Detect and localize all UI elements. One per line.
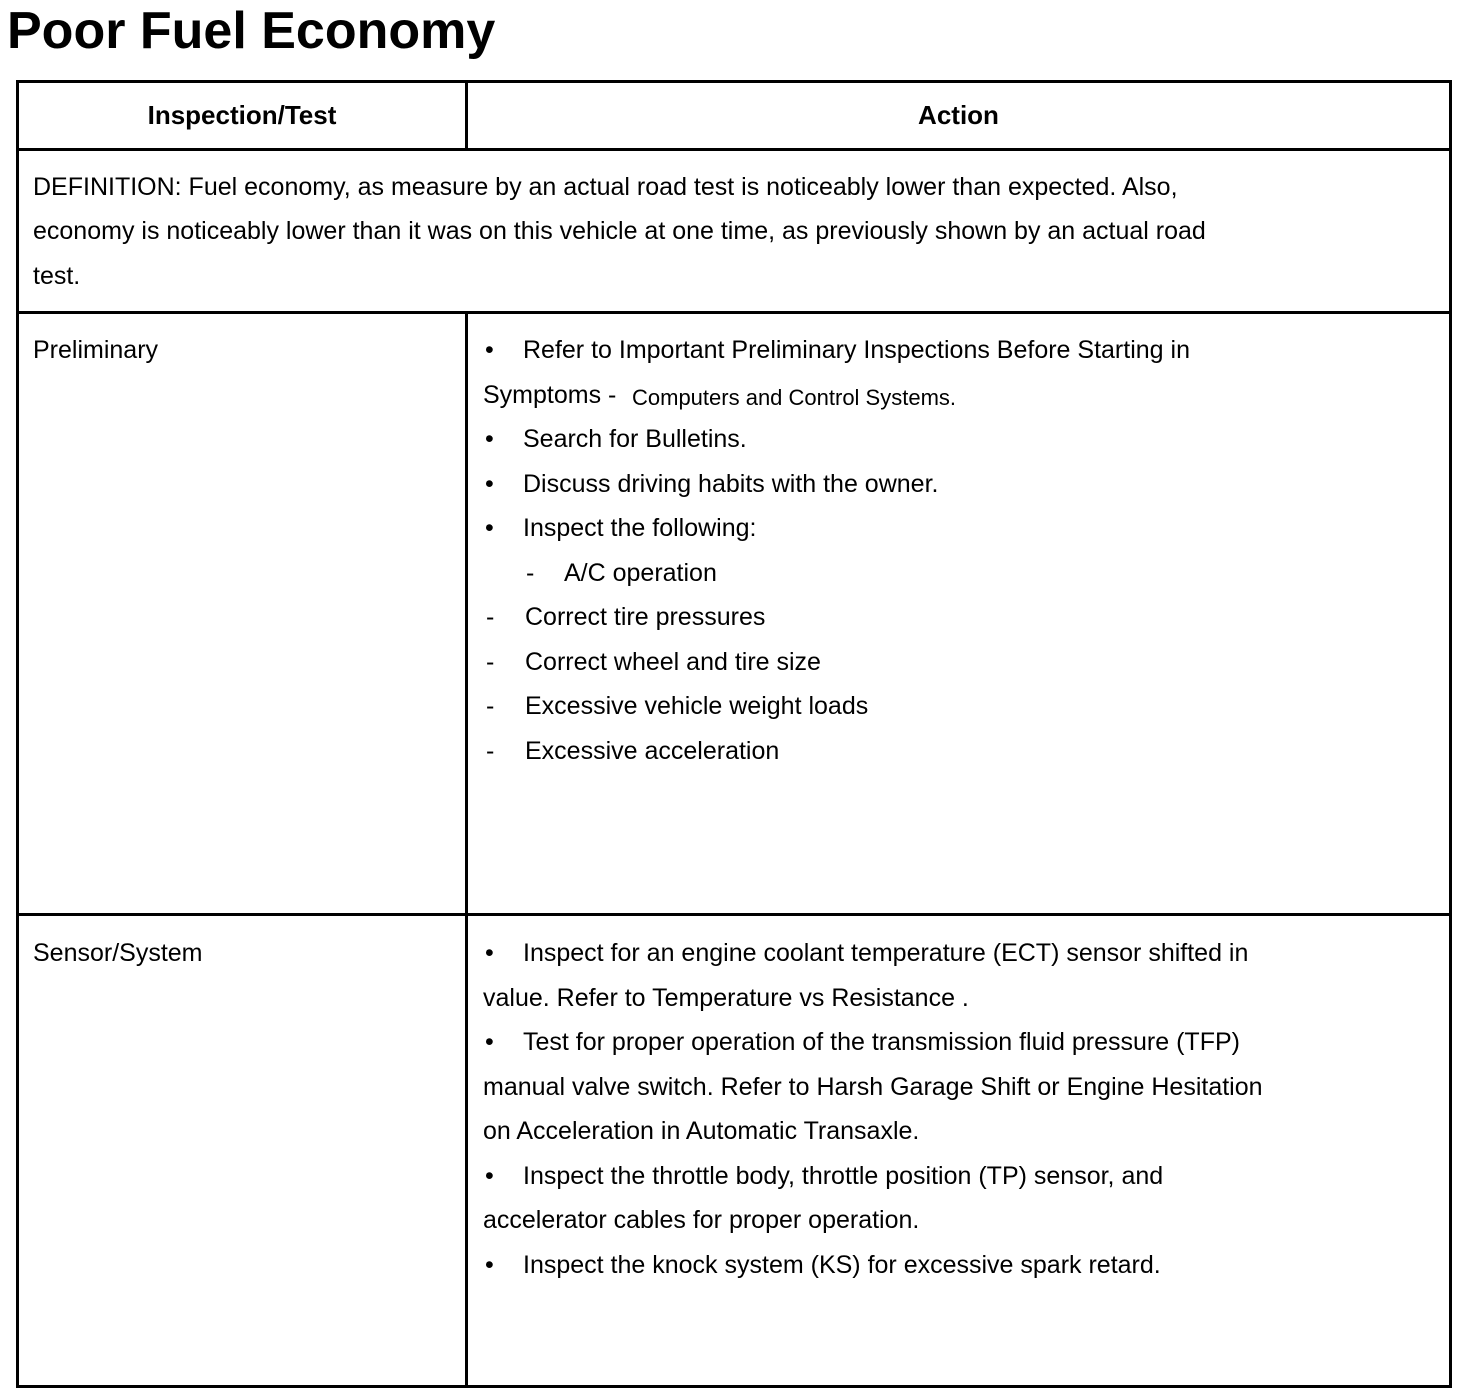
bullet-marker: •: [485, 514, 494, 542]
definition-line: economy is noticeably lower than it was on this vehicle at one time, as previously shown by an actual road: [33, 217, 1206, 245]
header-divider: [16, 148, 1452, 151]
definition-divider: [16, 311, 1452, 314]
diagnostic-table: [16, 80, 1452, 1388]
bullet-marker: •: [485, 470, 494, 498]
dash-marker: -: [526, 559, 535, 587]
action-line: Correct tire pressures: [525, 603, 766, 631]
body-column-divider: [465, 312, 468, 1388]
action-line: Inspect the throttle body, throttle position (TP) sensor, and: [523, 1162, 1164, 1190]
dash-marker: -: [486, 737, 495, 765]
action-line: accelerator cables for proper operation.: [483, 1206, 920, 1234]
action-line: Inspect the knock system (KS) for excessive spark retard.: [523, 1251, 1161, 1279]
header-inspection-test: Inspection/Test: [147, 100, 337, 130]
bullet-marker: •: [485, 1162, 494, 1190]
action-line: Excessive vehicle weight loads: [525, 692, 869, 720]
bullet-marker: •: [485, 425, 494, 453]
action-line: value. Refer to Temperature vs Resistance .: [483, 984, 969, 1012]
action-line-small: Computers and Control Systems.: [632, 385, 957, 410]
action-line: Inspect the following:: [523, 514, 757, 542]
row-divider: [16, 913, 1452, 916]
action-line: Test for proper operation of the transmission fluid pressure (TFP): [523, 1028, 1240, 1056]
action-line: Inspect for an engine coolant temperature (ECT) sensor shifted in: [523, 939, 1249, 967]
action-line: Excessive acceleration: [525, 737, 780, 765]
bullet-marker: •: [485, 939, 494, 967]
action-line: A/C operation: [564, 559, 717, 587]
bullet-marker: •: [485, 1251, 494, 1279]
action-line: Discuss driving habits with the owner.: [523, 470, 939, 498]
dash-marker: -: [486, 692, 495, 720]
action-line: Symptoms -: [483, 381, 617, 409]
action-line: on Acceleration in Automatic Transaxle.: [483, 1117, 920, 1145]
definition-line: DEFINITION: Fuel economy, as measure by an actual road test is noticeably lower than expected. Also,: [33, 173, 1178, 201]
dash-marker: -: [486, 648, 495, 676]
action-line: Refer to Important Preliminary Inspections Before Starting in: [523, 336, 1190, 364]
row-label-sensor-system: Sensor/System: [33, 939, 203, 967]
page-title: Poor Fuel Economy: [7, 2, 496, 60]
bullet-marker: •: [485, 1028, 494, 1056]
definition-line: test.: [33, 262, 81, 290]
action-line: manual valve switch. Refer to Harsh Garage Shift or Engine Hesitation: [483, 1073, 1263, 1101]
action-line: Correct wheel and tire size: [525, 648, 821, 676]
bullet-marker: •: [485, 336, 494, 364]
header-action: Action: [918, 100, 999, 130]
action-line: Search for Bulletins.: [523, 425, 747, 453]
dash-marker: -: [486, 603, 495, 631]
row-label-preliminary: Preliminary: [33, 336, 159, 364]
